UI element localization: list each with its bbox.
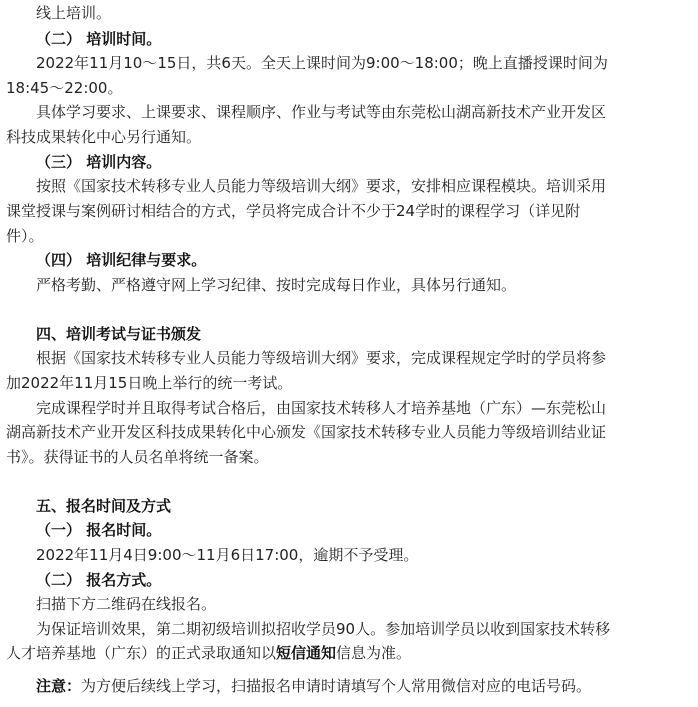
paragraph-line: 线上培训。 xyxy=(36,4,112,22)
paragraph-line: 按照《国家技术转移专业人员能力等级培训大纲》要求，安排相应课程模块。培训采用 xyxy=(36,177,607,195)
paragraph-line: 严格考勤、严格遵守网上学习纪律、按时完成每日作业，具体另行通知。 xyxy=(36,276,517,294)
paragraph-line: 18:45～22:00。 xyxy=(6,79,123,97)
subheading-training-discipline: （四） 培训纪律与要求。 xyxy=(36,251,207,269)
paragraph-line: 扫描下方二维码在线报名。 xyxy=(36,595,217,613)
paragraph-line: 湖高新技术产业开发区科技成果转化中心颁发《国家技术转移专业人员能力等级培训结业证 xyxy=(6,423,607,441)
paragraph-line: 件）。 xyxy=(6,227,44,245)
subheading-training-content: （三） 培训内容。 xyxy=(36,153,162,171)
paragraph-line: 2022年11月4日9:00～11月6日17:00，逾期不予受理。 xyxy=(36,546,419,564)
paragraph-line: 加2022年11月15日晚上举行的统一考试。 xyxy=(6,374,293,392)
section-heading-exam-certificate: 四、培训考试与证书颁发 xyxy=(36,325,202,343)
note-label: 注意： xyxy=(36,677,82,695)
paragraph-line: 具体学习要求、上课要求、课程顺序、作业与考试等由东莞松山湖高新技术产业开发区 xyxy=(36,103,607,121)
subheading-registration-time: （一） 报名时间。 xyxy=(36,521,162,539)
paragraph-line: 书》。获得证书的人员名单将统一备案。 xyxy=(6,448,269,466)
paragraph-line: 根据《国家技术转移专业人员能力等级培训大纲》要求，完成课程规定学时的学员将参 xyxy=(36,349,607,367)
paragraph-line: 课堂授课与案例研讨相结合的方式，学员将完成合计不少于24学时的课程学习（详见附 xyxy=(6,202,581,220)
note-line xyxy=(36,676,591,698)
paragraph-line: 科技成果转化中心另行通知。 xyxy=(6,128,202,146)
note-text: 为方便后续线上学习，扫描报名申请时请填写个人常用微信对应的电话号码。 xyxy=(81,677,592,695)
paragraph-line: 2022年11月10～15日，共6天。全天上课时间为9:00～18:00；晚上直播授课时间为 xyxy=(36,54,608,72)
subheading-training-time: （二） 培训时间。 xyxy=(36,30,162,48)
section-heading-registration: 五、报名时间及方式 xyxy=(36,497,172,515)
emphasis-sms-notice: 短信通知 xyxy=(276,644,337,662)
subheading-registration-method: （二） 报名方式。 xyxy=(36,571,162,589)
paragraph-line xyxy=(6,643,411,665)
paragraph-line: 完成课程学时并且取得考试合格后，由国家技术转移人才培养基地（广东）—东莞松山 xyxy=(36,399,607,417)
paragraph-line: 为保证培训效果，第二期初级培训拟招收学员90人。参加培训学员以收到国家技术转移 xyxy=(36,620,611,638)
text-segment: 信息为准。 xyxy=(336,644,412,662)
text-segment: 人才培养基地（广东）的正式录取通知以 xyxy=(6,644,277,662)
